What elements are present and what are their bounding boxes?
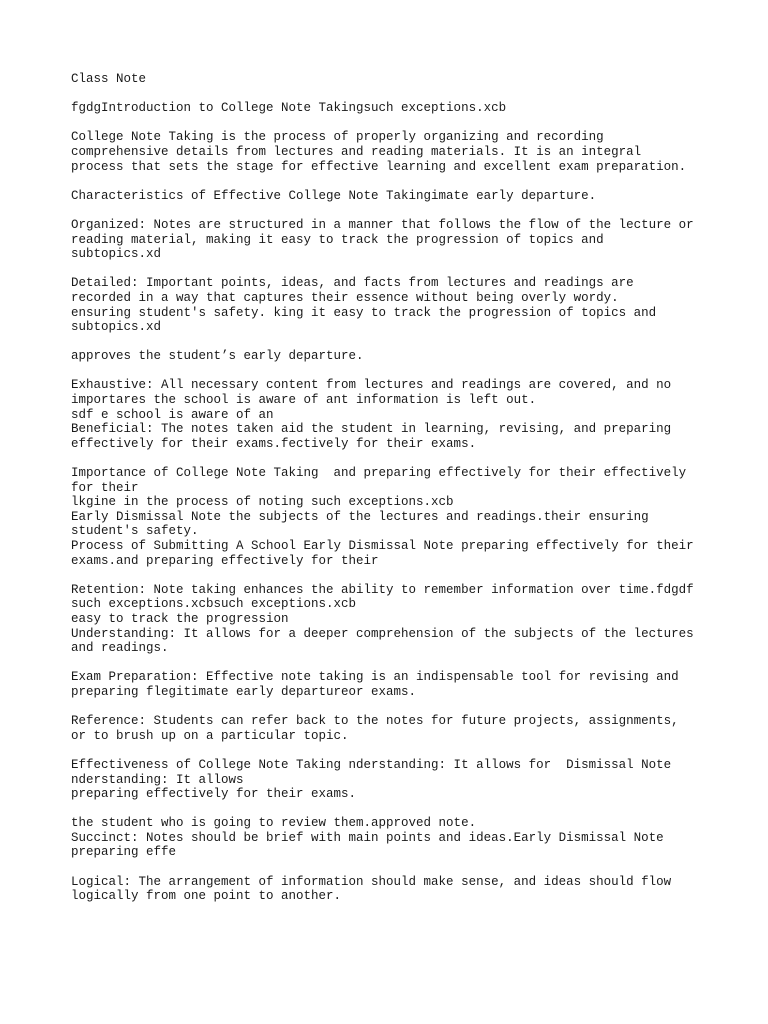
text-line: Beneficial: The notes taken aid the student in learning, revising, and preparing [71, 422, 672, 437]
paragraph [71, 101, 711, 116]
paragraph [71, 714, 711, 743]
paragraph [71, 349, 711, 364]
text-line: process that sets the stage for effective learning and excellent exam preparation. [71, 159, 687, 174]
text-line: Process of Submitting A School Early Dismissal Note preparing effectively for their [71, 539, 694, 553]
paragraph [71, 583, 711, 656]
paragraph [71, 670, 711, 699]
text-line: effectively for their exams.fectively for their exams. [71, 436, 477, 451]
paragraph [71, 276, 711, 334]
text-line: Understanding: It allows for a deeper comprehension of the subjects of the lectures [71, 626, 694, 641]
text-line: preparing effe [71, 845, 177, 860]
text-line: preparing effectively for their exams. [71, 787, 357, 802]
paragraph [71, 218, 711, 262]
text-line: importares the school is aware of ant information is left out. [71, 393, 537, 408]
text-line: comprehensive details from lectures and reading materials. It is an integral [71, 144, 642, 159]
paragraph [71, 378, 711, 451]
document-title [71, 72, 711, 87]
text-line: Organized: Notes are structured in a manner that follows the flow of the lecture or [71, 217, 694, 232]
text-line: the student who is going to review them.approved note. [71, 816, 477, 831]
text-line: Detailed: Important points, ideas, and facts from lectures and readings are [71, 276, 634, 291]
paragraph [71, 466, 711, 568]
text-line: or to brush up on a particular topic. [71, 728, 349, 743]
text-line: and readings. [71, 641, 169, 656]
text-line: Class Note [71, 72, 147, 86]
text-line: approves the student’s early departure. [71, 349, 364, 364]
text-line: Reference: Students can refer back to the notes for future projects, assignments, [71, 714, 679, 729]
text-line: such exceptions.xcbsuch exceptions.xcb [71, 597, 357, 612]
text-line: Effectiveness of College Note Taking nderstanding: It allows for Dismissal Note [71, 757, 672, 772]
text-line: fgdgIntroduction to College Note Takingsuch exceptions.xcb [71, 101, 507, 116]
text-line: logically from one point to another. [71, 889, 342, 904]
text-line: College Note Taking is the process of properly organizing and recording [71, 130, 604, 145]
text-line: Retention: Note taking enhances the ability to remember information over time.fdgdf [71, 582, 694, 597]
text-line: preparing flegitimate early departureor exams. [71, 684, 417, 699]
text-line: Exhaustive: All necessary content from lectures and readings are covered, and no [71, 378, 672, 393]
paragraph [71, 130, 711, 174]
text-line: exams.and preparing effectively for their [71, 553, 379, 568]
document-page [71, 72, 711, 918]
text-line: student's safety. [71, 524, 199, 539]
text-line: sdf e school is aware of an [71, 407, 274, 422]
text-line: Characteristics of Effective College Note Takingimate early departure. [71, 188, 597, 203]
text-line: recorded in a way that captures their essence without being overly wordy. [71, 290, 619, 305]
text-line: subtopics.xd [71, 247, 162, 262]
text-line: reading material, making it easy to track the progression of topics and [71, 232, 604, 247]
text-line: for their [71, 480, 139, 495]
text-line: easy to track the progression [71, 611, 289, 626]
text-line: ensuring student's safety. king it easy to track the progression of topics and [71, 305, 657, 320]
text-line: nderstanding: It allows [71, 772, 244, 787]
text-line: Early Dismissal Note the subjects of the lectures and readings.their ensuring [71, 509, 649, 524]
text-line: Succinct: Notes should be brief with main points and ideas.Early Dismissal Note [71, 830, 664, 845]
paragraph [71, 816, 711, 860]
text-line: subtopics.xd [71, 320, 162, 335]
text-line: lkgine in the process of noting such exceptions.xcb [71, 495, 454, 510]
paragraph [71, 875, 711, 904]
paragraph [71, 758, 711, 802]
text-line: Importance of College Note Taking and preparing effectively for their effectively [71, 466, 687, 481]
text-line: Logical: The arrangement of information should make sense, and ideas should flow [71, 874, 672, 889]
paragraph [71, 189, 711, 204]
text-line: Exam Preparation: Effective note taking is an indispensable tool for revising and [71, 670, 679, 685]
